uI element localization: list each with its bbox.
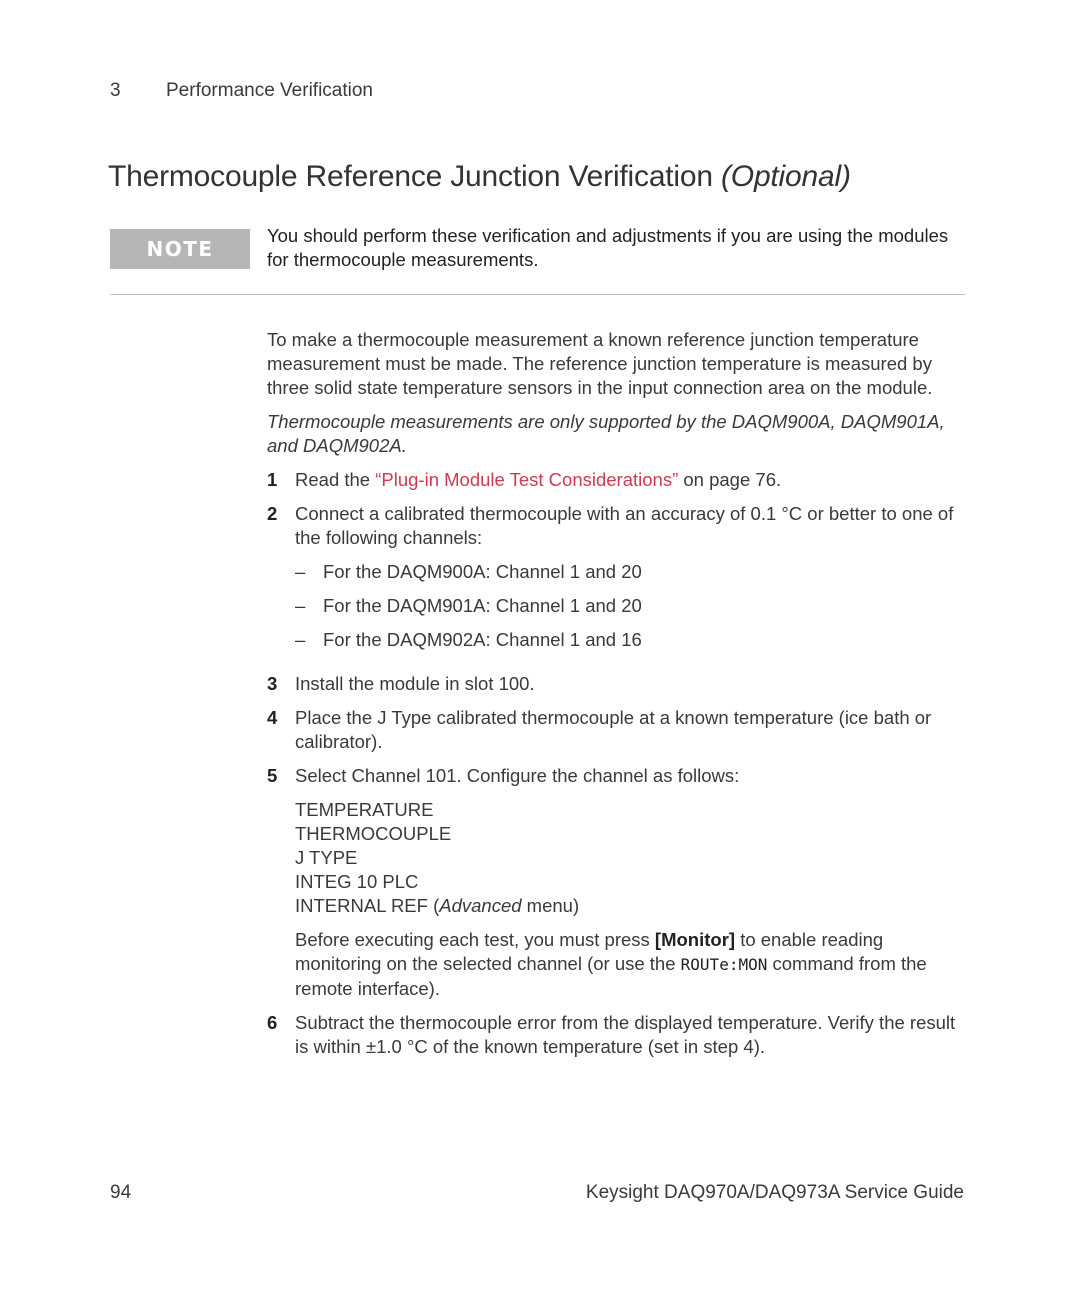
step-6 <box>267 1011 967 1059</box>
config-line: THERMOCOUPLE <box>295 823 452 844</box>
note-badge: NOTE <box>110 229 250 269</box>
cross-reference-link[interactable]: “Plug-in Module Test Considerations” <box>375 469 679 490</box>
page-number: 94 <box>110 1182 132 1203</box>
step-number: 5 <box>267 765 278 786</box>
channel-item: For the DAQM900A: Channel 1 and 20 <box>323 561 642 582</box>
step-6-text: Subtract the thermocouple error from the displayed temperature. Verify the result is within ±1.0 °C of the known temperature (set in step 4). <box>295 1012 956 1057</box>
config-line-suffix: menu) <box>521 895 580 916</box>
step-3-text: Install the module in slot 100. <box>295 673 535 694</box>
step-number: 6 <box>267 1012 278 1033</box>
channel-config-block <box>295 798 967 918</box>
step-1 <box>267 468 967 492</box>
dash-bullet: – <box>295 595 306 616</box>
monitor-key: [Monitor] <box>654 929 736 950</box>
step-1-text-before: Read the <box>295 469 376 490</box>
step-2-text: Connect a calibrated thermocouple with an accuracy of 0.1 °C or better to one of the following channels: <box>295 503 954 548</box>
list-item <box>295 560 967 584</box>
step-number: 3 <box>267 673 278 694</box>
monitor-text-after: command from the remote interface). <box>295 953 927 999</box>
running-header <box>110 80 373 102</box>
list-item <box>295 628 967 652</box>
scpi-command: ROUTe:MON <box>680 955 768 974</box>
step-3 <box>267 672 967 696</box>
config-line: J TYPE <box>295 847 358 868</box>
section-title-optional: (Optional) <box>721 160 851 193</box>
config-line-menu: Advanced <box>439 895 522 916</box>
guide-title: Keysight DAQ970A/DAQ973A Service Guide <box>585 1182 964 1203</box>
monitor-text-before: Before executing each test, you must press <box>295 929 655 950</box>
step-4 <box>267 706 967 754</box>
config-line: INTEG 10 PLC <box>295 871 419 892</box>
step-5-text: Select Channel 101. Configure the channel as follows: <box>295 765 740 786</box>
support-note: Thermocouple measurements are only supported by the DAQM900A, DAQM901A, and DAQM902A. <box>267 411 945 456</box>
dash-bullet: – <box>295 629 306 650</box>
step-number: 4 <box>267 707 278 728</box>
config-line <box>295 894 967 918</box>
note-text: You should perform these verification and adjustments if you are using the modules for thermocouple measurements. <box>267 225 949 270</box>
step-2 <box>267 502 967 662</box>
step-5 <box>267 764 967 788</box>
chapter-title: Performance Verification <box>166 80 373 101</box>
step-content <box>295 502 967 662</box>
list-item <box>295 594 967 618</box>
channel-item: For the DAQM902A: Channel 1 and 16 <box>323 629 642 650</box>
divider <box>110 294 965 295</box>
step-4-text: Place the J Type calibrated thermocouple at a known temperature (ice bath or calibrator). <box>295 707 932 752</box>
section-title <box>108 160 851 194</box>
channel-item: For the DAQM901A: Channel 1 and 20 <box>323 595 642 616</box>
chapter-number: 3 <box>110 80 121 101</box>
step-number: 1 <box>267 469 278 490</box>
step-1-text-after: on page 76. <box>678 469 782 490</box>
step-content <box>295 468 967 492</box>
dash-bullet: – <box>295 561 306 582</box>
monitor-paragraph <box>295 928 967 1001</box>
procedure-body <box>267 328 967 1069</box>
channel-list <box>295 560 967 652</box>
config-line: TEMPERATURE <box>295 799 434 820</box>
section-title-main: Thermocouple Reference Junction Verification <box>108 160 722 193</box>
config-line-prefix: INTERNAL REF ( <box>295 895 440 916</box>
intro-paragraph: To make a thermocouple measurement a known reference junction temperature measurement must be made. The reference junction temperature is measured by three solid state temperature sensors in the input connection area on the module. <box>267 329 933 398</box>
step-number: 2 <box>267 503 278 524</box>
monitor-text-middle: to enable reading monitoring on the selected channel (or use the <box>295 929 884 974</box>
